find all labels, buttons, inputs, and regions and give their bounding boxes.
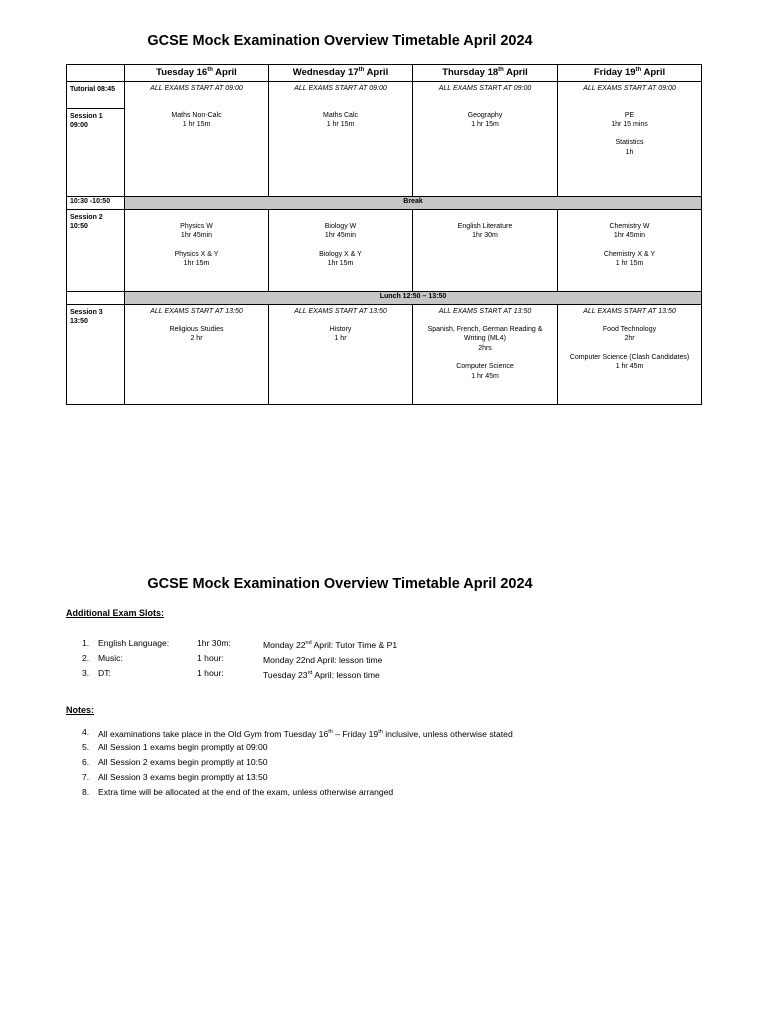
exam-entry: Geography 1 hr 15m — [467, 111, 503, 128]
start-note: ALL EXAMS START AT 09:00 — [150, 85, 243, 92]
slot-tutorial: Tutorial 08:45 — [67, 82, 125, 109]
break-bar: Break — [125, 197, 702, 210]
additional-slots-heading: Additional Exam Slots: — [66, 608, 165, 618]
exam-entry: Chemistry X & Y 1 hr 15m — [603, 250, 656, 268]
start-note: ALL EXAMS START AT 09:00 — [583, 85, 676, 92]
exam-cell — [413, 210, 557, 241]
exam-entry: Physics W 1hr 45min — [180, 223, 213, 240]
exam-cell — [125, 319, 268, 344]
page-title: GCSE Mock Examination Overview Timetable April 2024 — [147, 33, 533, 49]
slot-session-2: Session 2 10:50 — [67, 210, 125, 292]
exam-cell — [125, 109, 268, 130]
exam-cell — [558, 109, 701, 158]
exam-cell — [269, 210, 412, 269]
day-header: Thursday 18th April — [413, 65, 558, 82]
exam-cell — [269, 109, 412, 130]
exam-entry: Maths Calc 1 hr 15m — [322, 111, 358, 128]
exam-entry: Computer Science (Clash Candidates) 1 hr 45m — [569, 353, 690, 371]
exam-cell — [413, 319, 557, 381]
start-note: ALL EXAMS START AT 13:50 — [438, 308, 532, 315]
slot-session-1: Session 1 09:00 — [67, 109, 125, 197]
exam-entry: Religious Studies 2 hr — [169, 326, 224, 343]
list-item: 1. English Language: 1hr 30m: Monday 22nd April: Tutor Time & P1 — [82, 638, 398, 650]
list-item: 7. All Session 3 exams begin promptly at 13:50 — [82, 772, 268, 782]
exam-entry: Food Technology 2hr — [602, 326, 657, 343]
exam-entry: Physics X & Y 1hr 15m — [174, 250, 219, 268]
start-note: ALL EXAMS START AT 13:50 — [583, 308, 676, 315]
list-item: 3. DT: 1 hour: Tuesday 23rd April: lesson time — [82, 668, 380, 680]
list-item: 8. Extra time will be allocated at the end of the exam, unless otherwise arranged — [82, 787, 394, 797]
page-title-repeat: GCSE Mock Examination Overview Timetable April 2024 — [147, 576, 533, 592]
notes-list — [82, 725, 513, 800]
day-header: Tuesday 16th April — [125, 65, 269, 82]
exam-cell — [558, 319, 701, 372]
day-header: Friday 19th April — [558, 65, 702, 82]
list-item: 4. All examinations take place in the Old Gym from Tuesday 16th – Friday 19th inclusive, unless otherwise stated — [82, 727, 513, 739]
additional-slots-list — [82, 636, 398, 681]
lunch-bar: Lunch 12:50 – 13:50 — [125, 292, 702, 305]
exam-entry: Biology X & Y 1hr 15m — [319, 250, 362, 268]
exam-cell — [269, 319, 412, 344]
notes-heading: Notes: — [66, 705, 95, 715]
slot-break: 10:30 -10:50 — [67, 197, 125, 210]
exam-cell — [413, 109, 557, 130]
exam-entry: Statistics 1h — [615, 139, 644, 156]
corner-cell — [67, 65, 125, 82]
list-item: 2. Music: 1 hour: Monday 22nd April: lesson time — [82, 653, 383, 665]
exam-entry: History 1 hr — [329, 326, 352, 343]
exam-entry: Spanish, French, German Reading & Writing (ML4) 2hrs — [427, 326, 543, 352]
exam-entry: English Literature 1hr 30m — [457, 223, 513, 240]
exam-cell — [125, 210, 268, 269]
start-note: ALL EXAMS START AT 13:50 — [150, 308, 243, 315]
start-note: ALL EXAMS START AT 13:50 — [294, 308, 387, 315]
exam-entry: Biology W 1hr 45min — [324, 223, 357, 240]
exam-cell — [558, 210, 701, 269]
list-item: 6. All Session 2 exams begin promptly at 10:50 — [82, 757, 268, 767]
start-note: ALL EXAMS START AT 09:00 — [438, 85, 532, 92]
day-header: Wednesday 17th April — [269, 65, 413, 82]
exam-entry: Chemistry W 1hr 45min — [609, 223, 650, 240]
exam-entry: PE 1hr 15 mins — [611, 111, 648, 128]
list-item: 5. All Session 1 exams begin promptly at 09:00 — [82, 742, 268, 752]
exam-entry: Maths Non-Calc 1 hr 15m — [171, 111, 222, 128]
timetable — [66, 64, 702, 405]
start-note: ALL EXAMS START AT 09:00 — [294, 85, 387, 92]
exam-entry: Computer Science 1 hr 45m — [456, 363, 514, 380]
slot-session-3: Session 3 13:50 — [67, 305, 125, 405]
